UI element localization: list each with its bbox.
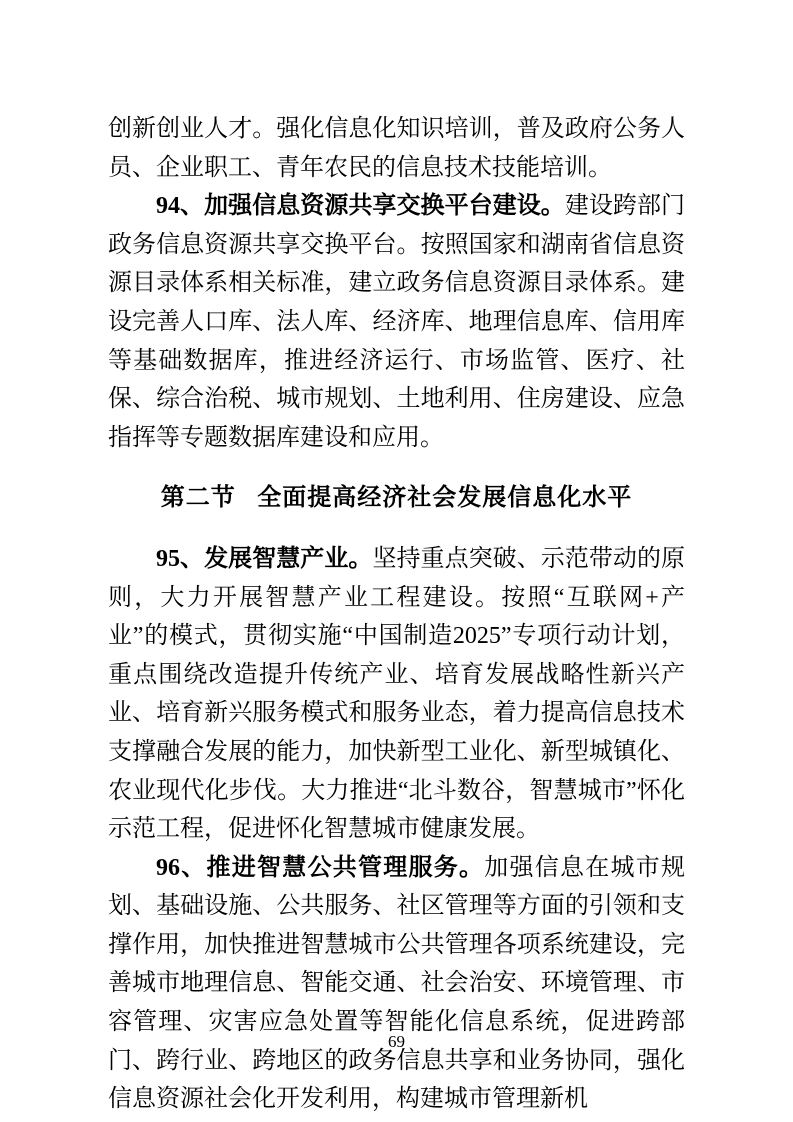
item-96-body: 加强信息在城市规划、基础设施、公共服务、社区管理等方面的引领和支撑作用，加快推进智慧城市公共管理各项系统建设，完善城市地理信息、智能交通、社会治安、环境管理、市容管理、灾害应急处置等智能化信息系统，促进跨部门、跨行业、跨地区的政务信息共享和业务协同，强化信息资源社会化开发利用，构建城市管理新机	[108, 854, 685, 1113]
item-94-paragraph	[108, 187, 685, 457]
item-95-paragraph	[108, 540, 685, 849]
page-number: 69	[388, 1032, 405, 1051]
paragraph-continuation-text: 创新创业人才。强化信息化知识培训，普及政府公务人员、企业职工、青年农民的信息技术技能培训。	[108, 116, 685, 181]
document-content	[108, 110, 685, 1119]
item-94-lead: 94、加强信息资源共享交换平台建设。	[156, 193, 565, 220]
item-95-lead: 95、发展智慧产业。	[156, 545, 373, 572]
section-heading	[108, 479, 685, 518]
item-96-paragraph	[108, 849, 685, 1119]
item-94-body: 建设跨部门政务信息资源共享交换平台。按照国家和湖南省信息资源目录体系相关标准，建立政务信息资源目录体系。建设完善人口库、法人库、经济库、地理信息库、信用库等基础数据库，推进经济运行、市场监管、医疗、社保、综合治税、城市规划、土地利用、住房建设、应急指挥等专题数据库建设和应用。	[108, 193, 686, 451]
paragraph-continuation	[108, 110, 685, 187]
section-heading-label: 第二节	[160, 485, 236, 512]
item-96-lead: 96、推进智慧公共管理服务。	[156, 854, 485, 881]
item-95-body: 坚持重点突破、示范带动的原则，大力开展智慧产业工程建设。按照“互联网+产业”的模式，贯彻实施“中国制造2025”专项行动计划，重点围绕改造提升传统产业、培育发展战略性新兴产业、培育新兴服务模式和服务业态，着力提高信息技术支撑融合发展的能力，加快新型工业化、新型城镇化、农业现代化步伐。大力推进“北斗数谷，智慧城市”怀化示范工程，促进怀化智慧城市健康发展。	[108, 545, 686, 843]
section-heading-title: 全面提高经济社会发展信息化水平	[257, 485, 633, 512]
